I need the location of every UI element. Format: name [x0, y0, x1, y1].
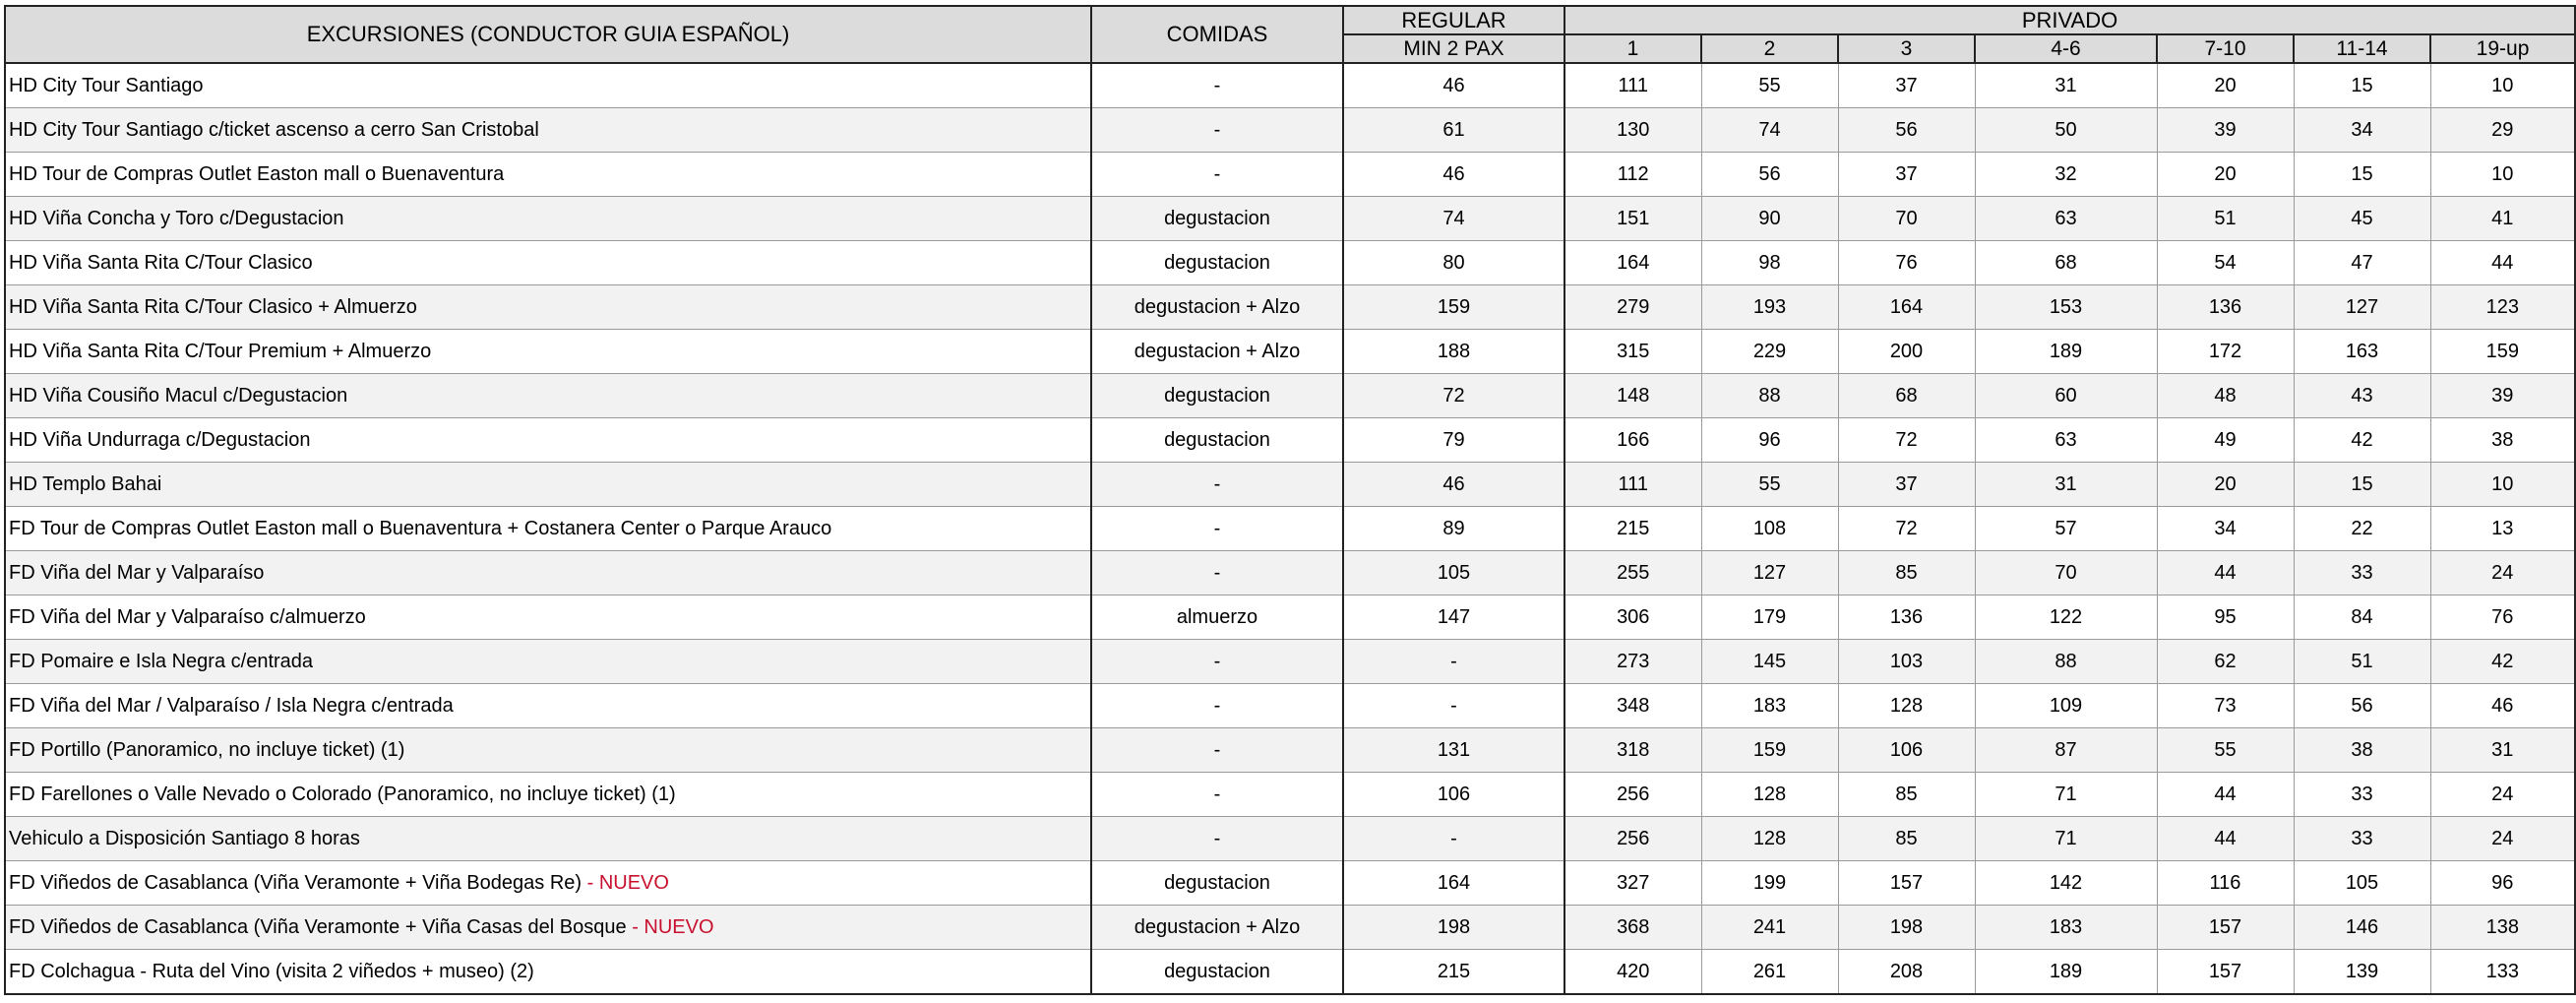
privado-price-cell[interactable]: 98 — [1701, 241, 1838, 285]
privado-price-cell[interactable]: 34 — [2294, 108, 2430, 153]
privado-price-cell[interactable]: 72 — [1838, 418, 1975, 463]
privado-price-cell[interactable]: 85 — [1838, 551, 1975, 596]
privado-price-cell[interactable]: 164 — [1838, 285, 1975, 330]
privado-price-cell[interactable]: 122 — [1975, 596, 2157, 640]
privado-price-cell[interactable]: 130 — [1564, 108, 1701, 153]
privado-price-cell[interactable]: 51 — [2157, 197, 2294, 241]
privado-price-cell[interactable]: 15 — [2294, 63, 2430, 108]
privado-price-cell[interactable]: 133 — [2430, 950, 2575, 995]
privado-price-cell[interactable]: 189 — [1975, 330, 2157, 374]
regular-price-cell[interactable]: 74 — [1343, 197, 1564, 241]
excursion-name-cell[interactable] — [5, 153, 1091, 197]
privado-price-cell[interactable]: 55 — [1701, 463, 1838, 507]
privado-price-cell[interactable]: 74 — [1701, 108, 1838, 153]
excursion-name: HD City Tour Santiago — [9, 75, 204, 96]
excursion-name: HD Viña Cousiño Macul c/Degustacion — [9, 385, 348, 407]
excursion-name-cell[interactable] — [5, 330, 1091, 374]
comidas-cell[interactable]: - — [1091, 463, 1343, 507]
privado-price-cell[interactable]: 172 — [2157, 330, 2294, 374]
privado-price-cell[interactable]: 128 — [1701, 817, 1838, 861]
table-row — [5, 108, 2575, 153]
excursion-name-cell[interactable] — [5, 728, 1091, 773]
table-row — [5, 551, 2575, 596]
privado-price-cell[interactable]: 76 — [1838, 241, 1975, 285]
header-privado-col[interactable]: 4-6 — [1975, 34, 2157, 63]
table-row — [5, 684, 2575, 728]
privado-price-cell[interactable]: 241 — [1701, 906, 1838, 950]
table-row — [5, 861, 2575, 906]
regular-price-cell[interactable]: 46 — [1343, 153, 1564, 197]
excursion-name-cell[interactable] — [5, 950, 1091, 995]
header-privado-col[interactable]: 7-10 — [2157, 34, 2294, 63]
privado-price-cell[interactable]: 127 — [2294, 285, 2430, 330]
excursion-name: FD Pomaire e Isla Negra c/entrada — [9, 651, 314, 672]
privado-price-cell[interactable]: 183 — [1975, 906, 2157, 950]
privado-price-cell[interactable]: 15 — [2294, 153, 2430, 197]
excursion-name-cell[interactable] — [5, 551, 1091, 596]
regular-price-cell[interactable]: 131 — [1343, 728, 1564, 773]
privado-price-cell[interactable]: 20 — [2157, 153, 2294, 197]
privado-price-cell[interactable]: 42 — [2430, 640, 2575, 684]
table-header — [5, 6, 2575, 63]
regular-price-cell[interactable]: 188 — [1343, 330, 1564, 374]
privado-price-cell[interactable]: 261 — [1701, 950, 1838, 995]
privado-price-cell[interactable]: 56 — [2294, 684, 2430, 728]
privado-price-cell[interactable]: 44 — [2157, 817, 2294, 861]
privado-price-cell[interactable]: 128 — [1838, 684, 1975, 728]
privado-price-cell[interactable]: 10 — [2430, 63, 2575, 108]
regular-price-cell[interactable]: - — [1343, 640, 1564, 684]
excursion-name: FD Viña del Mar y Valparaíso — [9, 562, 265, 584]
comidas-cell[interactable]: - — [1091, 640, 1343, 684]
privado-price-cell[interactable]: 68 — [1838, 374, 1975, 418]
table-row — [5, 817, 2575, 861]
privado-price-cell[interactable]: 33 — [2294, 773, 2430, 817]
privado-price-cell[interactable]: 33 — [2294, 817, 2430, 861]
header-privado-col[interactable]: 19-up — [2430, 34, 2575, 63]
privado-price-cell[interactable]: 37 — [1838, 463, 1975, 507]
comidas-cell[interactable]: degustacion + Alzo — [1091, 906, 1343, 950]
privado-price-cell[interactable]: 88 — [1975, 640, 2157, 684]
privado-price-cell[interactable]: 193 — [1701, 285, 1838, 330]
privado-price-cell[interactable]: 318 — [1564, 728, 1701, 773]
privado-price-cell[interactable]: 34 — [2157, 507, 2294, 551]
header-privado-col[interactable]: 2 — [1701, 34, 1838, 63]
excursion-name: Vehiculo a Disposición Santiago 8 horas — [9, 828, 360, 849]
privado-price-cell[interactable]: 37 — [1838, 63, 1975, 108]
privado-price-cell[interactable]: 15 — [2294, 463, 2430, 507]
privado-price-cell[interactable]: 273 — [1564, 640, 1701, 684]
privado-price-cell[interactable]: 179 — [1701, 596, 1838, 640]
comidas-cell[interactable]: almuerzo — [1091, 596, 1343, 640]
privado-price-cell[interactable]: 198 — [1838, 906, 1975, 950]
privado-price-cell[interactable]: 29 — [2430, 108, 2575, 153]
nuevo-badge: - NUEVO — [582, 872, 669, 894]
privado-price-cell[interactable]: 71 — [1975, 817, 2157, 861]
privado-price-cell[interactable]: 306 — [1564, 596, 1701, 640]
comidas-cell[interactable]: degustacion + Alzo — [1091, 285, 1343, 330]
regular-price-cell[interactable]: 79 — [1343, 418, 1564, 463]
nuevo-badge: - NUEVO — [632, 916, 714, 938]
regular-price-cell[interactable]: 61 — [1343, 108, 1564, 153]
privado-price-cell[interactable]: 88 — [1701, 374, 1838, 418]
header-regular[interactable]: REGULAR — [1343, 6, 1564, 34]
privado-price-cell[interactable]: 39 — [2157, 108, 2294, 153]
privado-price-cell[interactable]: 109 — [1975, 684, 2157, 728]
excursion-name: FD Colchagua - Ruta del Vino (visita 2 viñedos + museo) (2) — [9, 961, 534, 982]
privado-price-cell[interactable]: 183 — [1701, 684, 1838, 728]
privado-price-cell[interactable]: 151 — [1564, 197, 1701, 241]
privado-price-cell[interactable]: 315 — [1564, 330, 1701, 374]
privado-price-cell[interactable]: 146 — [2294, 906, 2430, 950]
privado-price-cell[interactable]: 10 — [2430, 153, 2575, 197]
comidas-cell[interactable]: degustacion — [1091, 418, 1343, 463]
comidas-cell[interactable]: degustacion — [1091, 374, 1343, 418]
regular-price-cell[interactable]: 46 — [1343, 63, 1564, 108]
privado-price-cell[interactable]: 90 — [1701, 197, 1838, 241]
privado-price-cell[interactable]: 42 — [2294, 418, 2430, 463]
privado-price-cell[interactable]: 103 — [1838, 640, 1975, 684]
privado-price-cell[interactable]: 199 — [1701, 861, 1838, 906]
privado-price-cell[interactable]: 420 — [1564, 950, 1701, 995]
privado-price-cell[interactable]: 153 — [1975, 285, 2157, 330]
privado-price-cell[interactable]: 348 — [1564, 684, 1701, 728]
excursion-name-cell[interactable] — [5, 906, 1091, 950]
excursion-name-cell[interactable] — [5, 861, 1091, 906]
privado-price-cell[interactable]: 39 — [2430, 374, 2575, 418]
comidas-cell[interactable]: - — [1091, 108, 1343, 153]
excursion-name: HD City Tour Santiago c/ticket ascenso a cerro San Cristobal — [9, 119, 539, 141]
privado-price-cell[interactable]: 56 — [1838, 108, 1975, 153]
table-row — [5, 330, 2575, 374]
privado-price-cell[interactable]: 63 — [1975, 197, 2157, 241]
comidas-cell[interactable]: degustacion — [1091, 950, 1343, 995]
table-row — [5, 906, 2575, 950]
privado-price-cell[interactable]: 76 — [2430, 596, 2575, 640]
excursion-name-cell[interactable] — [5, 418, 1091, 463]
privado-price-cell[interactable]: 139 — [2294, 950, 2430, 995]
privado-price-cell[interactable]: 200 — [1838, 330, 1975, 374]
privado-price-cell[interactable]: 111 — [1564, 63, 1701, 108]
privado-price-cell[interactable]: 279 — [1564, 285, 1701, 330]
privado-price-cell[interactable]: 159 — [1701, 728, 1838, 773]
privado-price-cell[interactable]: 157 — [2157, 906, 2294, 950]
privado-price-cell[interactable]: 159 — [2430, 330, 2575, 374]
comidas-cell[interactable]: - — [1091, 773, 1343, 817]
privado-price-cell[interactable]: 327 — [1564, 861, 1701, 906]
excursion-name: FD Viña del Mar y Valparaíso c/almuerzo — [9, 606, 366, 628]
privado-price-cell[interactable]: 54 — [2157, 241, 2294, 285]
privado-price-cell[interactable]: 50 — [1975, 108, 2157, 153]
excursion-name-cell[interactable] — [5, 773, 1091, 817]
privado-price-cell[interactable]: 46 — [2430, 684, 2575, 728]
header-privado-col[interactable]: 1 — [1564, 34, 1701, 63]
privado-price-cell[interactable]: 33 — [2294, 551, 2430, 596]
comidas-cell[interactable]: - — [1091, 684, 1343, 728]
privado-price-cell[interactable]: 84 — [2294, 596, 2430, 640]
excursion-name-cell[interactable] — [5, 374, 1091, 418]
privado-price-cell[interactable]: 255 — [1564, 551, 1701, 596]
privado-price-cell[interactable]: 45 — [2294, 197, 2430, 241]
privado-price-cell[interactable]: 57 — [1975, 507, 2157, 551]
privado-price-cell[interactable]: 44 — [2157, 551, 2294, 596]
privado-price-cell[interactable]: 123 — [2430, 285, 2575, 330]
comidas-cell[interactable]: - — [1091, 507, 1343, 551]
regular-price-cell[interactable]: 215 — [1343, 950, 1564, 995]
privado-price-cell[interactable]: 148 — [1564, 374, 1701, 418]
privado-price-cell[interactable]: 72 — [1838, 507, 1975, 551]
comidas-cell[interactable]: - — [1091, 63, 1343, 108]
privado-price-cell[interactable]: 96 — [2430, 861, 2575, 906]
privado-price-cell[interactable]: 85 — [1838, 817, 1975, 861]
privado-price-cell[interactable]: 256 — [1564, 773, 1701, 817]
privado-price-cell[interactable]: 32 — [1975, 153, 2157, 197]
privado-price-cell[interactable]: 20 — [2157, 63, 2294, 108]
comidas-cell[interactable]: degustacion — [1091, 861, 1343, 906]
excursion-name-cell[interactable] — [5, 197, 1091, 241]
privado-price-cell[interactable]: 95 — [2157, 596, 2294, 640]
table-row — [5, 374, 2575, 418]
privado-price-cell[interactable]: 112 — [1564, 153, 1701, 197]
privado-price-cell[interactable]: 145 — [1701, 640, 1838, 684]
excursion-name-cell[interactable] — [5, 640, 1091, 684]
table-body — [5, 63, 2575, 994]
privado-price-cell[interactable]: 142 — [1975, 861, 2157, 906]
excursion-name: HD Viña Santa Rita C/Tour Clasico — [9, 252, 313, 274]
regular-price-cell[interactable]: - — [1343, 684, 1564, 728]
excursiones-price-table — [4, 5, 2576, 995]
privado-price-cell[interactable]: 128 — [1701, 773, 1838, 817]
table-row — [5, 773, 2575, 817]
header-privado-col[interactable]: 3 — [1838, 34, 1975, 63]
privado-price-cell[interactable]: 108 — [1701, 507, 1838, 551]
excursion-name-cell[interactable] — [5, 241, 1091, 285]
excursion-name: HD Viña Concha y Toro c/Degustacion — [9, 208, 344, 229]
privado-price-cell[interactable]: 166 — [1564, 418, 1701, 463]
privado-price-cell[interactable]: 85 — [1838, 773, 1975, 817]
privado-price-cell[interactable]: 38 — [2294, 728, 2430, 773]
privado-price-cell[interactable]: 215 — [1564, 507, 1701, 551]
excursion-name-cell[interactable] — [5, 108, 1091, 153]
privado-price-cell[interactable]: 138 — [2430, 906, 2575, 950]
table-row — [5, 285, 2575, 330]
excursion-name: HD Viña Undurraga c/Degustacion — [9, 429, 311, 451]
privado-price-cell[interactable]: 106 — [1838, 728, 1975, 773]
privado-price-cell[interactable]: 127 — [1701, 551, 1838, 596]
privado-price-cell[interactable]: 31 — [1975, 63, 2157, 108]
table-row — [5, 596, 2575, 640]
regular-price-cell[interactable]: 80 — [1343, 241, 1564, 285]
privado-price-cell[interactable]: 71 — [1975, 773, 2157, 817]
table-row — [5, 640, 2575, 684]
privado-price-cell[interactable]: 157 — [1838, 861, 1975, 906]
excursion-name: HD Templo Bahai — [9, 473, 162, 495]
privado-price-cell[interactable]: 136 — [1838, 596, 1975, 640]
excursion-name: HD Viña Santa Rita C/Tour Clasico + Almuerzo — [9, 296, 417, 318]
privado-price-cell[interactable]: 105 — [2294, 861, 2430, 906]
comidas-cell[interactable]: degustacion + Alzo — [1091, 330, 1343, 374]
privado-price-cell[interactable]: 256 — [1564, 817, 1701, 861]
table-row — [5, 418, 2575, 463]
regular-price-cell[interactable]: 89 — [1343, 507, 1564, 551]
privado-price-cell[interactable]: 49 — [2157, 418, 2294, 463]
privado-price-cell[interactable]: 44 — [2157, 773, 2294, 817]
privado-price-cell[interactable]: 43 — [2294, 374, 2430, 418]
comidas-cell[interactable]: degustacion — [1091, 197, 1343, 241]
privado-price-cell[interactable]: 22 — [2294, 507, 2430, 551]
excursion-name: FD Viñedos de Casablanca (Viña Veramonte + Viña Bodegas Re) — [9, 872, 583, 894]
privado-price-cell[interactable]: 10 — [2430, 463, 2575, 507]
table-row — [5, 197, 2575, 241]
excursion-name: FD Tour de Compras Outlet Easton mall o Buenaventura + Costanera Center o Parque Arauco — [9, 518, 832, 539]
privado-price-cell[interactable]: 24 — [2430, 773, 2575, 817]
regular-price-cell[interactable]: 198 — [1343, 906, 1564, 950]
privado-price-cell[interactable]: 55 — [1701, 63, 1838, 108]
privado-price-cell[interactable]: 229 — [1701, 330, 1838, 374]
excursion-name-cell[interactable] — [5, 817, 1091, 861]
excursion-name: FD Viñedos de Casablanca (Viña Veramonte + Viña Casas del Bosque — [9, 916, 633, 938]
regular-price-cell[interactable]: 159 — [1343, 285, 1564, 330]
excursion-name: FD Viña del Mar / Valparaíso / Isla Negra c/entrada — [9, 695, 454, 717]
privado-price-cell[interactable]: 60 — [1975, 374, 2157, 418]
table-row — [5, 241, 2575, 285]
table-row — [5, 63, 2575, 108]
privado-price-cell[interactable]: 116 — [2157, 861, 2294, 906]
header-regular-min[interactable]: MIN 2 PAX — [1343, 34, 1564, 63]
privado-price-cell[interactable]: 87 — [1975, 728, 2157, 773]
table-row — [5, 950, 2575, 995]
excursion-name-cell[interactable] — [5, 285, 1091, 330]
comidas-cell[interactable]: - — [1091, 153, 1343, 197]
table-row — [5, 463, 2575, 507]
regular-price-cell[interactable]: 72 — [1343, 374, 1564, 418]
regular-price-cell[interactable]: - — [1343, 817, 1564, 861]
privado-price-cell[interactable]: 111 — [1564, 463, 1701, 507]
privado-price-cell[interactable]: 31 — [1975, 463, 2157, 507]
privado-price-cell[interactable]: 13 — [2430, 507, 2575, 551]
privado-price-cell[interactable]: 31 — [2430, 728, 2575, 773]
excursion-name-cell[interactable] — [5, 507, 1091, 551]
excursion-name: FD Farellones o Valle Nevado o Colorado (Panoramico, no incluye ticket) (1) — [9, 784, 676, 805]
regular-price-cell[interactable]: 164 — [1343, 861, 1564, 906]
privado-price-cell[interactable]: 163 — [2294, 330, 2430, 374]
privado-price-cell[interactable]: 51 — [2294, 640, 2430, 684]
comidas-cell[interactable]: degustacion — [1091, 241, 1343, 285]
privado-price-cell[interactable]: 63 — [1975, 418, 2157, 463]
regular-price-cell[interactable]: 147 — [1343, 596, 1564, 640]
excursion-name-cell[interactable] — [5, 463, 1091, 507]
excursion-name-cell[interactable] — [5, 596, 1091, 640]
excursion-name: HD Viña Santa Rita C/Tour Premium + Almuerzo — [9, 341, 432, 362]
privado-price-cell[interactable]: 70 — [1975, 551, 2157, 596]
regular-price-cell[interactable]: 105 — [1343, 551, 1564, 596]
table-row — [5, 153, 2575, 197]
privado-price-cell[interactable]: 55 — [2157, 728, 2294, 773]
privado-price-cell[interactable]: 41 — [2430, 197, 2575, 241]
privado-price-cell[interactable]: 48 — [2157, 374, 2294, 418]
excursion-name: FD Portillo (Panoramico, no incluye ticket) (1) — [9, 739, 405, 761]
privado-price-cell[interactable]: 73 — [2157, 684, 2294, 728]
privado-price-cell[interactable]: 24 — [2430, 817, 2575, 861]
regular-price-cell[interactable]: 106 — [1343, 773, 1564, 817]
privado-price-cell[interactable]: 96 — [1701, 418, 1838, 463]
privado-price-cell[interactable]: 44 — [2430, 241, 2575, 285]
privado-price-cell[interactable]: 157 — [2157, 950, 2294, 995]
privado-price-cell[interactable]: 368 — [1564, 906, 1701, 950]
privado-price-cell[interactable]: 136 — [2157, 285, 2294, 330]
regular-price-cell[interactable]: 46 — [1343, 463, 1564, 507]
privado-price-cell[interactable]: 68 — [1975, 241, 2157, 285]
comidas-cell[interactable]: - — [1091, 817, 1343, 861]
privado-price-cell[interactable]: 70 — [1838, 197, 1975, 241]
privado-price-cell[interactable]: 164 — [1564, 241, 1701, 285]
privado-price-cell[interactable]: 24 — [2430, 551, 2575, 596]
comidas-cell[interactable]: - — [1091, 728, 1343, 773]
comidas-cell[interactable]: - — [1091, 551, 1343, 596]
privado-price-cell[interactable]: 20 — [2157, 463, 2294, 507]
header-privado-col[interactable]: 11-14 — [2294, 34, 2430, 63]
privado-price-cell[interactable]: 189 — [1975, 950, 2157, 995]
excursion-name: HD Tour de Compras Outlet Easton mall o Buenaventura — [9, 163, 505, 185]
header-comidas[interactable]: COMIDAS — [1091, 6, 1343, 63]
excursion-name-cell[interactable] — [5, 63, 1091, 108]
table-row — [5, 728, 2575, 773]
privado-price-cell[interactable]: 37 — [1838, 153, 1975, 197]
privado-price-cell[interactable]: 56 — [1701, 153, 1838, 197]
privado-price-cell[interactable]: 47 — [2294, 241, 2430, 285]
excursion-name-cell[interactable] — [5, 684, 1091, 728]
header-privado[interactable]: PRIVADO — [1564, 6, 2575, 34]
table-row — [5, 507, 2575, 551]
privado-price-cell[interactable]: 38 — [2430, 418, 2575, 463]
privado-price-cell[interactable]: 62 — [2157, 640, 2294, 684]
header-excursiones[interactable]: EXCURSIONES (CONDUCTOR GUIA ESPAÑOL) — [5, 6, 1091, 63]
privado-price-cell[interactable]: 208 — [1838, 950, 1975, 995]
